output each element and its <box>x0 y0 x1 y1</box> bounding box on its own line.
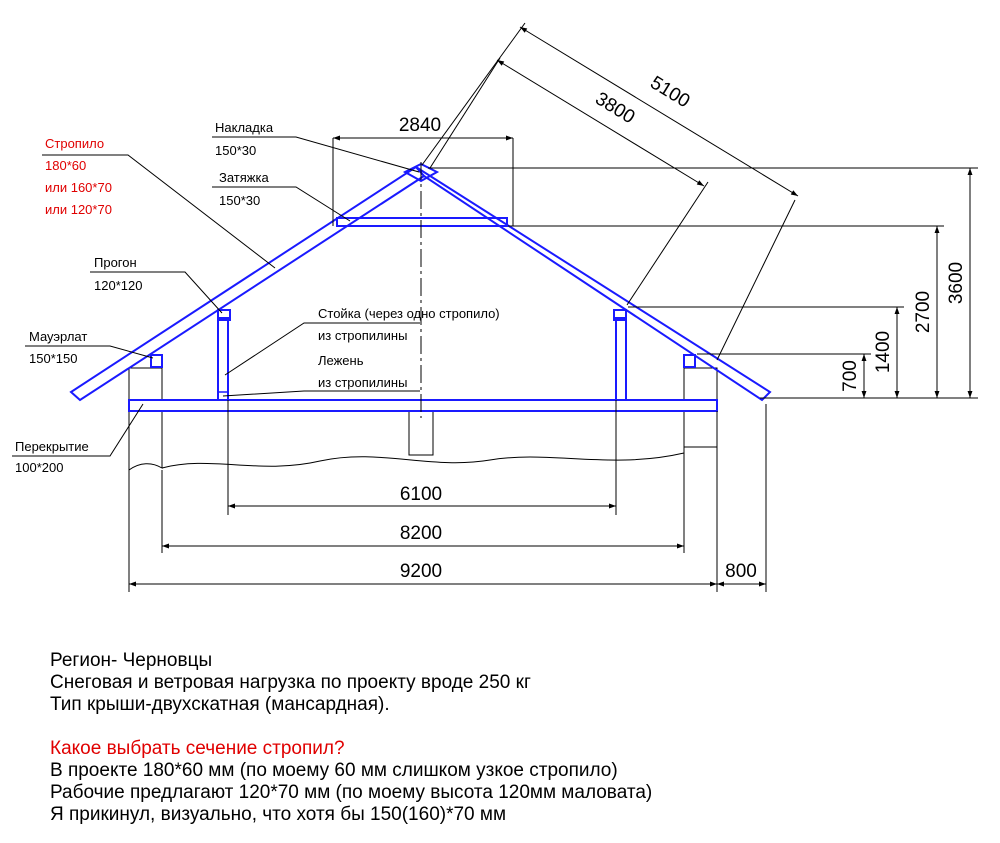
left-post <box>218 318 228 400</box>
notes-spacer <box>50 716 950 738</box>
left-wall-top <box>129 368 162 400</box>
lezhen-label: Лежень <box>318 353 364 368</box>
note-line-3: Я прикинул, визуально, что хотя бы 150(160)*70 мм <box>50 804 507 825</box>
zatyazhka-size: 150*30 <box>219 193 261 208</box>
floor-beam <box>129 400 717 411</box>
dim-h-total: 3600 <box>946 261 967 305</box>
note-region: Регион- Черновцы <box>50 650 213 671</box>
rafter-size-3: или 120*70 <box>45 202 112 217</box>
note-line-1: В проекте 180*60 мм (по моему 60 мм слишком узкое стропило) <box>50 760 618 781</box>
left-mauerlat <box>151 355 162 367</box>
dim-w-posts: 6100 <box>399 484 443 505</box>
note-roof-type: Тип крыши-двухскатная (мансардная). <box>50 694 390 715</box>
note-question: Какое выбрать сечение стропил? <box>50 738 345 759</box>
right-rafter <box>416 167 770 400</box>
dim-rafter-upper: 3800 <box>591 88 639 129</box>
nakladka-label: Накладка <box>215 120 274 135</box>
dim-top-width: 2840 <box>398 115 442 136</box>
dim-h-purlin: 1400 <box>873 330 894 374</box>
note-load: Снеговая и ветровая нагрузка по проекту вроде 250 кг <box>50 672 531 693</box>
dim-rafter-full: 5100 <box>646 72 694 113</box>
dim-h-tie: 2700 <box>913 290 934 334</box>
stoyka-sub: из стропилины <box>318 328 408 343</box>
right-post <box>616 318 626 400</box>
progon-label: Прогон <box>94 255 137 270</box>
left-wall-lower <box>129 411 162 470</box>
right-mauerlat <box>684 355 695 367</box>
dim-overhang: 800 <box>725 561 757 582</box>
dim-h-plate: 700 <box>840 360 861 392</box>
progon-size: 120*120 <box>94 278 143 293</box>
dimension-lines <box>129 23 978 592</box>
rafter-size-1: 180*60 <box>45 158 87 173</box>
stoyka-label: Стойка (через одно стропило) <box>318 306 500 321</box>
notes-block <box>50 650 950 826</box>
perekrytie-size: 100*200 <box>15 460 64 475</box>
dim-w-total: 9200 <box>399 561 443 582</box>
perekrytie-label: Перекрытие <box>15 439 89 454</box>
zatyazhka-label: Затяжка <box>219 170 269 185</box>
collar-tie <box>337 218 507 226</box>
note-line-2: Рабочие предлагают 120*70 мм (по моему высота 120мм маловата) <box>50 782 653 803</box>
rafter-label: Стропило <box>45 136 105 151</box>
mauerlat-size: 150*150 <box>29 351 78 366</box>
right-wall-top <box>684 368 717 400</box>
mauerlat-label: Мауэрлат <box>29 329 88 344</box>
right-wall-lower <box>684 411 717 447</box>
rafter-size-2: или 160*70 <box>45 180 112 195</box>
lezhen-sub: из стропилины <box>318 375 408 390</box>
posts <box>151 310 695 400</box>
dim-w-walls: 8200 <box>399 523 443 544</box>
nakladka-size: 150*30 <box>215 143 257 158</box>
